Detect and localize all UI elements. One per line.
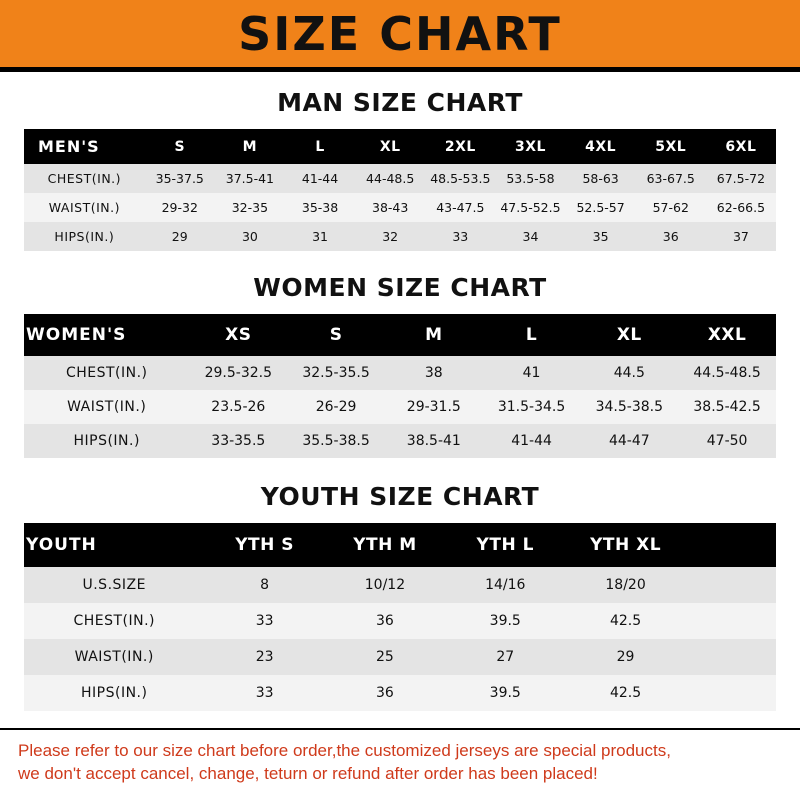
row-label: HIPS(IN.)	[73, 433, 140, 449]
cell: 37.5-41	[225, 171, 275, 186]
table-row	[24, 356, 776, 390]
cell: 35-38	[301, 200, 339, 215]
women-section-title: WOMEN SIZE CHART	[253, 273, 547, 302]
youth-col-s: YTH S	[235, 535, 295, 555]
table-row	[24, 639, 776, 675]
table-row	[24, 193, 776, 222]
women-col-l: L	[525, 325, 538, 345]
cell-spacer	[686, 675, 776, 711]
footer-note-line-1: Please refer to our size chart before order,the customized jerseys are special products,	[18, 741, 671, 761]
youth-col-xl: YTH XL	[590, 535, 662, 555]
cell: 47.5-52.5	[500, 200, 561, 215]
footer-note	[0, 728, 800, 800]
table-row	[24, 164, 776, 193]
row-label: CHEST(IN.)	[65, 365, 148, 381]
women-section	[0, 251, 800, 458]
women-col-xl: XL	[616, 325, 642, 345]
page-title: SIZE CHART	[238, 7, 562, 61]
cell: 44-48.5	[366, 171, 415, 186]
women-col-label: WOMEN'S	[26, 325, 127, 345]
women-size-table	[24, 314, 776, 458]
cell: 44.5-48.5	[693, 365, 761, 381]
cell: 53.5-58	[506, 171, 555, 186]
man-col-xl: XL	[379, 138, 401, 155]
row-label: CHEST(IN.)	[47, 171, 122, 186]
cell: 8	[260, 577, 270, 593]
row-label: WAIST(IN.)	[74, 649, 154, 665]
cell: 33	[255, 613, 274, 629]
cell: 33	[452, 229, 469, 244]
cell: 25	[376, 649, 394, 665]
cell: 30	[241, 229, 258, 244]
cell: 34	[522, 229, 539, 244]
man-col-6xl: 6XL	[725, 138, 757, 155]
man-col-m: M	[242, 138, 258, 155]
table-row	[24, 424, 776, 458]
youth-col-l: YTH L	[476, 535, 534, 555]
cell: 26-29	[315, 399, 357, 415]
cell: 38	[424, 365, 443, 381]
cell: 41-44	[301, 171, 339, 186]
cell: 34.5-38.5	[595, 399, 664, 415]
cell: 29-32	[161, 200, 198, 215]
cell: 18/20	[605, 577, 646, 593]
cell: 36	[376, 685, 394, 701]
cell: 57-62	[652, 200, 689, 215]
table-header-row	[24, 314, 776, 356]
cell: 33	[255, 685, 274, 701]
women-table-body	[24, 356, 776, 458]
cell: 23	[255, 649, 274, 665]
cell: 14/16	[485, 577, 526, 593]
man-col-l: L	[315, 138, 325, 155]
cell: 32-35	[231, 200, 269, 215]
row-label: HIPS(IN.)	[81, 685, 148, 701]
cell: 31	[312, 229, 328, 244]
cell: 36	[662, 229, 679, 244]
cell: 33-35.5	[211, 433, 266, 449]
table-row	[24, 603, 776, 639]
cell: 67.5-72	[716, 171, 766, 186]
row-label: CHEST(IN.)	[73, 613, 156, 629]
cell: 23.5-26	[211, 399, 266, 415]
cell: 58-63	[582, 171, 619, 186]
table-row	[24, 567, 776, 603]
header-band	[0, 0, 800, 72]
youth-table-body	[24, 567, 776, 711]
man-col-5xl: 5XL	[655, 138, 687, 155]
women-col-s: S	[329, 325, 343, 345]
women-col-xxl: XXL	[707, 325, 747, 345]
women-table-header	[24, 314, 776, 356]
cell: 41-44	[511, 433, 552, 449]
women-col-xs: XS	[225, 325, 252, 345]
man-col-2xl: 2XL	[444, 138, 476, 155]
cell: 44-47	[608, 433, 650, 449]
man-col-4xl: 4XL	[585, 138, 617, 155]
cell: 44.5	[613, 365, 645, 381]
cell: 35	[592, 229, 609, 244]
cell: 47-50	[706, 433, 748, 449]
cell-spacer	[686, 639, 776, 675]
cell: 63-67.5	[646, 171, 695, 186]
cell: 31.5-34.5	[497, 399, 566, 415]
man-size-table	[24, 129, 776, 251]
youth-size-table	[24, 523, 776, 711]
women-col-m: M	[425, 325, 443, 345]
cell: 42.5	[609, 613, 642, 629]
cell: 38-43	[372, 200, 409, 215]
cell: 32.5-35.5	[302, 365, 370, 381]
cell: 52.5-57	[576, 200, 625, 215]
cell-spacer	[686, 603, 776, 639]
table-row	[24, 222, 776, 251]
youth-col-label: YOUTH	[26, 535, 97, 555]
cell: 29	[616, 649, 635, 665]
cell: 41	[522, 365, 541, 381]
man-section-title: MAN SIZE CHART	[277, 88, 523, 117]
youth-col-m: YTH M	[353, 535, 417, 555]
cell: 48.5-53.5	[430, 171, 491, 186]
youth-col-spacer	[686, 523, 776, 567]
footer-note-line-2: we don't accept cancel, change, teturn or refund after order has been placed!	[18, 764, 598, 784]
cell: 35.5-38.5	[302, 433, 370, 449]
row-label: WAIST(IN.)	[67, 399, 147, 415]
cell: 10/12	[364, 577, 406, 593]
table-row	[24, 675, 776, 711]
cell: 35-37.5	[155, 171, 204, 186]
table-row	[24, 390, 776, 424]
man-col-label: MEN'S	[38, 137, 100, 156]
cell-spacer	[686, 567, 776, 603]
cell: 37	[732, 229, 749, 244]
cell: 27	[496, 649, 515, 665]
cell: 36	[376, 613, 394, 629]
man-table-body	[24, 164, 776, 251]
man-section	[0, 72, 800, 251]
cell: 43-47.5	[436, 200, 485, 215]
cell: 62-66.5	[716, 200, 766, 215]
row-label: HIPS(IN.)	[54, 229, 115, 244]
cell: 42.5	[609, 685, 642, 701]
cell: 29	[171, 229, 188, 244]
man-col-3xl: 3XL	[514, 138, 546, 155]
cell: 38.5-42.5	[693, 399, 761, 415]
cell: 29.5-32.5	[204, 365, 273, 381]
youth-table-header	[24, 523, 776, 567]
table-header-row	[24, 523, 776, 567]
cell: 39.5	[489, 685, 521, 701]
cell: 32	[382, 229, 399, 244]
cell: 39.5	[489, 613, 521, 629]
man-table-header	[24, 129, 776, 164]
cell: 29-31.5	[406, 399, 461, 415]
table-header-row	[24, 129, 776, 164]
man-col-s: S	[174, 138, 186, 155]
row-label: WAIST(IN.)	[48, 200, 120, 215]
cell: 38.5-41	[406, 433, 461, 449]
youth-section-title: YOUTH SIZE CHART	[260, 482, 540, 511]
row-label: U.S.SIZE	[82, 577, 146, 593]
youth-section	[0, 458, 800, 711]
